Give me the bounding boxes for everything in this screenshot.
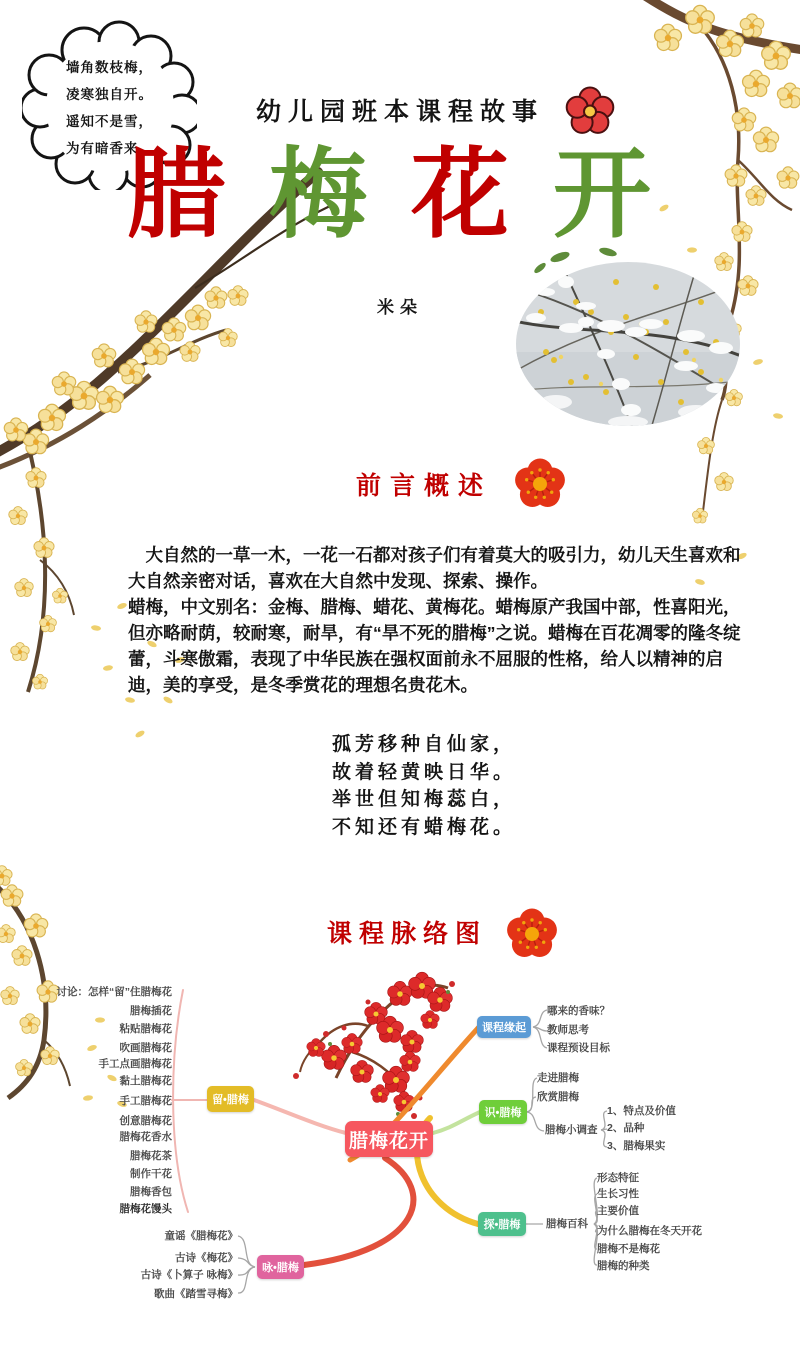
mindmap-item: 生长习性	[597, 1188, 639, 1200]
poem-line: 故着轻黄映日华。	[332, 761, 517, 783]
plum-blossom-icon	[563, 84, 617, 138]
mindmap-node-yong: 咏•腊梅	[257, 1255, 304, 1279]
mindmap-item: 创意腊梅花	[119, 1115, 172, 1127]
title-char: 腊	[126, 142, 269, 250]
preface-body	[128, 542, 750, 698]
cloud-poem-line: 凌寒独自开。	[66, 87, 153, 102]
poem-line: 不知还有蜡梅花。	[332, 816, 517, 838]
section-heading-preface: 前言概述	[356, 473, 493, 500]
mindmap-item: 形态特征	[597, 1172, 639, 1184]
mindmap-item: 讨论：怎样“留”住腊梅花	[56, 986, 172, 998]
mindmap-item: 童谣《腊梅花》	[164, 1230, 238, 1242]
preface-paragraph: 大自然的一草一木，一花一石都对孩子们有着莫大的吸引力，幼儿天生喜欢和大自然亲密对话，喜欢在大自然中发现、探索、操作。	[128, 545, 741, 591]
mindmap-item: 腊梅百科	[546, 1218, 588, 1230]
mindmap-node-liu: 留•腊梅	[207, 1086, 254, 1112]
title-char: 开	[553, 142, 696, 250]
cloud-poem-line: 遥知不是雪，	[66, 114, 153, 129]
mindmap-item: 腊梅花茶	[130, 1150, 172, 1162]
mindmap-node-shi: 识•腊梅	[479, 1100, 527, 1124]
mindmap-node-center: 腊梅花开	[345, 1121, 433, 1157]
poem-line: 举世但知梅蕊白，	[332, 789, 517, 810]
mindmap-item: 哪来的香味？	[547, 1005, 610, 1017]
mindmap-item: 走进腊梅	[537, 1072, 579, 1084]
mindmap-item: 2、品种	[607, 1122, 645, 1134]
mindmap-item: 黏土腊梅花	[119, 1075, 172, 1087]
mindmap-item: 腊梅不是梅花	[597, 1243, 660, 1255]
mindmap-item: 课程预设目标	[547, 1042, 610, 1054]
kicker-title: 幼儿园班本课程故事	[255, 98, 544, 126]
mindmap-item: 欣赏腊梅	[537, 1091, 579, 1103]
mindmap-item: 腊梅花馒头	[119, 1203, 172, 1215]
title-char: 梅	[268, 142, 411, 250]
mindmap-item: 腊梅小调查	[545, 1124, 598, 1136]
cloud-poem-line: 为有暗香来。	[66, 141, 153, 156]
mindmap-item: 1、特点及价值	[607, 1105, 676, 1117]
preface-paragraph: 蜡梅，中文别名：金梅、腊梅、蜡花、黄梅花。蜡梅原产我国中部，性喜阳光，但亦略耐荫，较耐寒，耐旱，有“旱不死的腊梅”之说。蜡梅在百花凋零的隆冬绽蕾，斗寒傲霜，表现了中华民族在强权面前永不屈服的性格，给人以精神的启迪，美的享受，是冬季赏花的理想名贵花木。	[128, 597, 741, 695]
cloud-poem-line: 墙角数枝梅，	[66, 60, 153, 75]
mindmap-item: 为什么腊梅在冬天开花	[597, 1225, 702, 1237]
mindmap-item: 腊梅插花	[130, 1005, 172, 1017]
section-heading-mindmap: 课程脉络图	[327, 921, 488, 948]
mindmap-item: 手工点画腊梅花	[98, 1058, 172, 1070]
mindmap-item: 教师思考	[547, 1024, 589, 1036]
mindmap-item: 制作干花	[130, 1168, 172, 1180]
mindmap-item: 粘贴腊梅花	[119, 1023, 172, 1035]
red-plum-illustration	[293, 972, 455, 1119]
plum-blossom-icon	[504, 906, 560, 962]
mindmap-item: 主要价值	[597, 1205, 639, 1217]
wintersweet-snow-photo	[516, 262, 740, 426]
page-title	[0, 144, 800, 250]
mindmap-item: 歌曲《踏雪寻梅》	[154, 1288, 238, 1300]
mindmap-item: 手工腊梅花	[119, 1095, 172, 1107]
mindmap-item: 腊梅香包	[130, 1186, 172, 1198]
title-char: 花	[411, 142, 554, 250]
mindmap-item: 古诗《卜算子 咏梅》	[140, 1269, 238, 1281]
mindmap-node-origin: 课程缘起	[477, 1016, 531, 1038]
wintersweet-poem	[332, 731, 516, 841]
mindmap-item: 腊梅花香水	[119, 1131, 172, 1143]
plum-blossom-icon	[512, 456, 568, 512]
mindmap-item: 吹画腊梅花	[119, 1042, 172, 1054]
mindmap-item: 腊梅的种类	[597, 1260, 650, 1272]
poem-line: 孤芳移种自仙家，	[332, 734, 517, 755]
mindmap-item: 3、腊梅果实	[607, 1140, 666, 1152]
mindmap-item: 古诗《梅花》	[175, 1252, 238, 1264]
mindmap-node-tan: 探•腊梅	[478, 1212, 526, 1236]
author-name: 米朵	[377, 298, 423, 317]
